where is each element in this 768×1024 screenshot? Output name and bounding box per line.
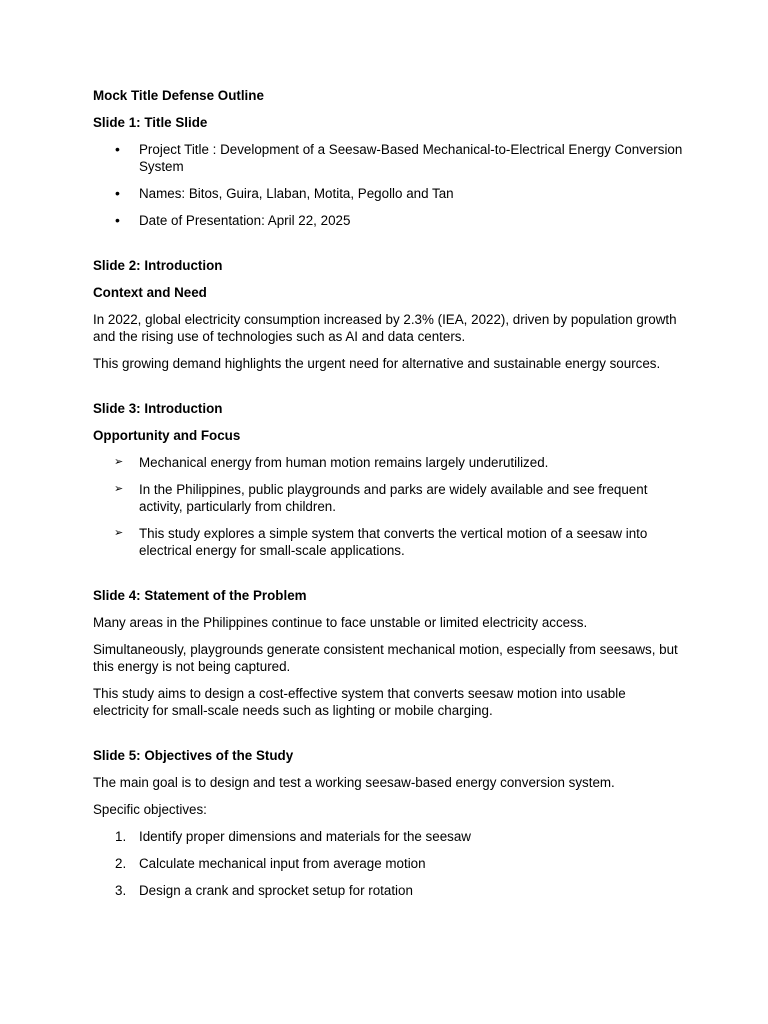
list-number: 3. <box>115 883 127 898</box>
section-gap <box>93 569 683 587</box>
arrow-bullet-icon: ➢ <box>114 527 124 539</box>
slide3-arrow-list <box>93 454 683 559</box>
slide5-paragraph: Specific objectives: <box>93 802 207 817</box>
slide4-paragraph: This study aims to design a cost-effective system that converts seesaw motion into usable electricity for small-scale needs such as lighting or mobile charging. <box>93 686 626 718</box>
list-item <box>93 212 683 229</box>
slide1-heading: Slide 1: Title Slide <box>93 115 208 130</box>
bullet-icon: • <box>115 212 120 228</box>
list-item-text: This study explores a simple system that converts the vertical motion of a seesaw into electrical energy for small-scale applications. <box>139 526 648 558</box>
bullet-icon: • <box>115 185 120 201</box>
slide2-paragraph: In 2022, global electricity consumption increased by 2.3% (IEA, 2022), driven by population growth and the rising use of technologies such as AI and data centers. <box>93 312 677 344</box>
list-item <box>93 525 683 559</box>
list-item <box>93 855 683 872</box>
slide5-numbered-list <box>93 828 683 899</box>
slide5-heading: Slide 5: Objectives of the Study <box>93 748 294 763</box>
slide4-heading: Slide 4: Statement of the Problem <box>93 588 307 603</box>
list-item-text: Names: Bitos, Guira, Llaban, Motita, Pegollo and Tan <box>139 186 454 201</box>
slide4-paragraph: Many areas in the Philippines continue to face unstable or limited electricity access. <box>93 615 588 630</box>
list-number: 1. <box>115 829 127 844</box>
list-item-text: In the Philippines, public playgrounds and parks are widely available and see frequent activity, particularly from children. <box>139 482 648 514</box>
list-item-text: Mechanical energy from human motion remains largely underutilized. <box>139 455 549 470</box>
list-item <box>93 828 683 845</box>
list-item-text: Identify proper dimensions and materials for the seesaw <box>139 829 471 844</box>
list-item-text: Design a crank and sprocket setup for rotation <box>139 883 413 898</box>
slide5-paragraph: The main goal is to design and test a working seesaw-based energy conversion system. <box>93 775 615 790</box>
slide3-subheading: Opportunity and Focus <box>93 428 241 443</box>
list-item <box>93 454 683 471</box>
list-item-text: Calculate mechanical input from average motion <box>139 856 426 871</box>
list-number: 2. <box>115 856 127 871</box>
list-item-text: Project Title : Development of a Seesaw-Based Mechanical-to-Electrical Energy Conversion System <box>139 142 683 174</box>
arrow-bullet-icon: ➢ <box>114 456 124 468</box>
list-item <box>93 141 683 175</box>
list-item-text: Date of Presentation: April 22, 2025 <box>139 213 351 228</box>
list-item <box>93 882 683 899</box>
arrow-bullet-icon: ➢ <box>114 483 124 495</box>
slide2-paragraph: This growing demand highlights the urgent need for alternative and sustainable energy sources. <box>93 356 661 371</box>
bullet-icon: • <box>115 141 120 157</box>
section-gap <box>93 239 683 257</box>
slide2-subheading: Context and Need <box>93 285 207 300</box>
document-title: Mock Title Defense Outline <box>93 88 264 103</box>
slide4-paragraph: Simultaneously, playgrounds generate consistent mechanical motion, especially from seesaws, but this energy is not being captured. <box>93 642 678 674</box>
document-page <box>93 87 683 909</box>
slide1-bullet-list <box>93 141 683 229</box>
list-item <box>93 481 683 515</box>
slide3-heading: Slide 3: Introduction <box>93 401 223 416</box>
slide2-heading: Slide 2: Introduction <box>93 258 223 273</box>
list-item <box>93 185 683 202</box>
section-gap <box>93 729 683 747</box>
section-gap <box>93 382 683 400</box>
